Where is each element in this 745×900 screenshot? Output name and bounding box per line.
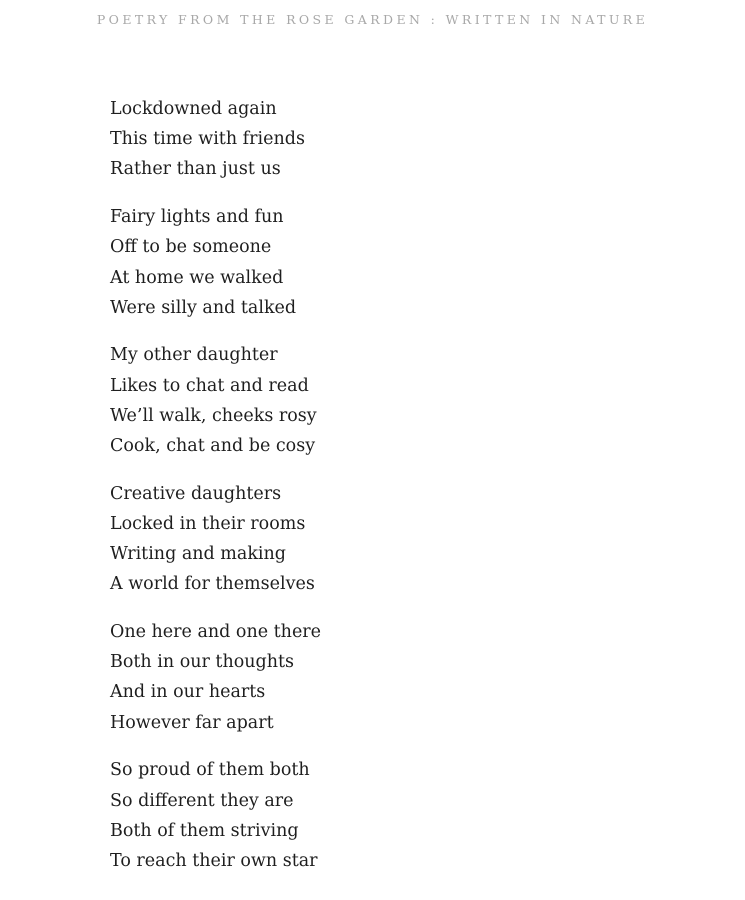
poem-line: Locked in their rooms xyxy=(110,513,306,534)
poem-line: A world for themselves xyxy=(110,574,315,595)
poem-line: Off to be someone xyxy=(110,237,272,258)
poem-line: Were silly and talked xyxy=(110,297,297,318)
poem-line: This time with friends xyxy=(110,129,305,150)
poem-line: And in our hearts xyxy=(110,682,266,703)
stanza-6 xyxy=(110,755,321,876)
stanza-1 xyxy=(110,94,321,185)
stanza-3 xyxy=(110,340,321,461)
poem-line: Fairy lights and fun xyxy=(110,207,284,228)
poem-line: Rather than just us xyxy=(110,159,281,180)
stanza-2 xyxy=(110,202,321,323)
poem-line: One here and one there xyxy=(110,622,322,643)
poem-line: My other daughter xyxy=(110,345,278,366)
poem-line: Lockdowned again xyxy=(110,99,277,119)
poem-line: However far apart xyxy=(110,712,274,733)
poem-line: So proud of them both xyxy=(110,760,310,781)
stanza-4 xyxy=(110,479,321,600)
poem-line: Both in our thoughts xyxy=(110,652,295,673)
poem-line: Likes to chat and read xyxy=(110,375,309,396)
poem-line: So different they are xyxy=(110,790,294,811)
stanza-5 xyxy=(110,617,321,738)
running-header: POETRY FROM THE ROSE GARDEN : WRITTEN IN NATURE xyxy=(96,12,649,27)
poem-line: To reach their own star xyxy=(110,850,318,871)
poem-line: At home we walked xyxy=(110,267,284,288)
poem-line: Cook, chat and be cosy xyxy=(110,436,316,457)
poem-line: Writing and making xyxy=(110,544,286,565)
poem-body xyxy=(110,94,321,894)
poem-line: Both of them striving xyxy=(110,820,299,841)
poem-line: We’ll walk, cheeks rosy xyxy=(110,405,317,426)
poem-line: Creative daughters xyxy=(110,483,282,504)
